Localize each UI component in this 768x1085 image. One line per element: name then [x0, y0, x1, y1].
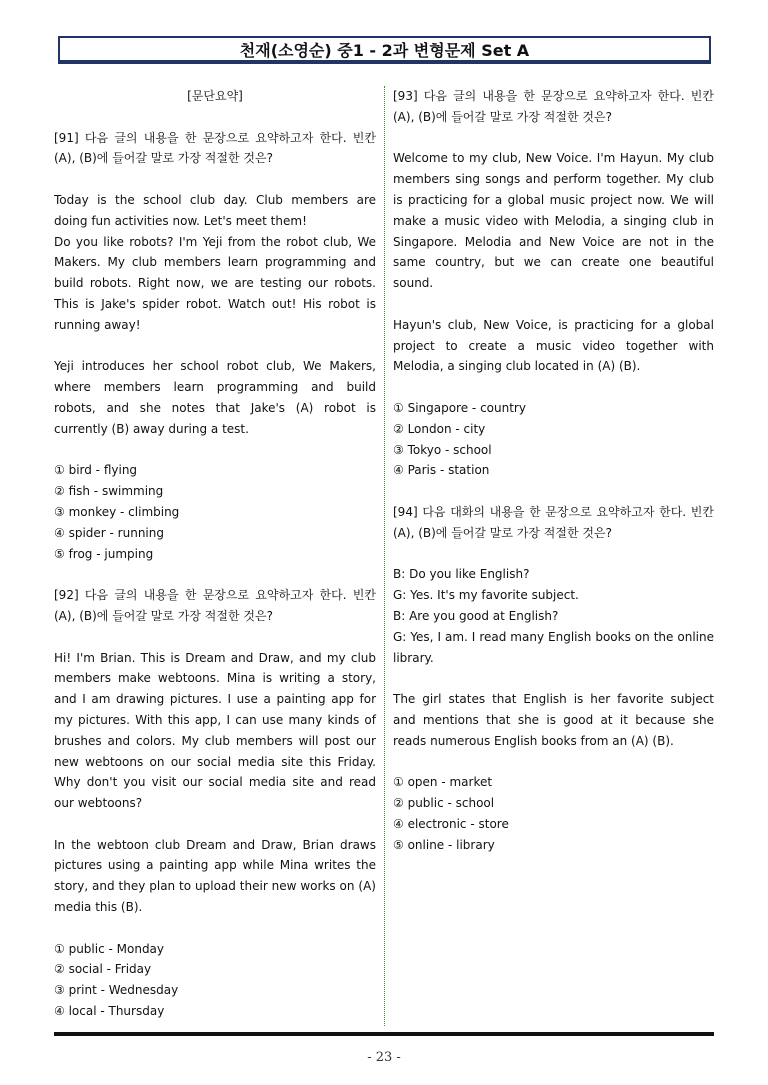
- q94-summary: The girl states that English is her favorite subject and mentions that she is good at it because she reads numerous English books from an (A) (B).: [393, 692, 714, 748]
- q92-passage: Hi! I'm Brian. This is Dream and Draw, and my club members make webtoons. Mina is writing a story, and I am drawing pictures. I use a painting app for my pictures. With this app, I can use many kinds of brushes and colors. My club members will post our new webtoons on our social media site this Friday. Why don't you visit our social media site and read our webtoons?: [54, 650, 376, 811]
- q92-summary: In the webtoon club Dream and Draw, Brian draws pictures using a painting app while Mina writes the story, and they plan to upload their new works on (A) media this (B).: [54, 837, 376, 915]
- q93-option: ④ Paris - station: [393, 463, 490, 478]
- q92-option: ③ print - Wednesday: [54, 983, 179, 998]
- q93-option: ② London - city: [393, 421, 486, 436]
- q93-stem: [93] 다음 글의 내용을 한 문장으로 요약하고자 한다. 빈칸 (A), (B)에 들어갈 말로 가장 적절한 것은?: [393, 89, 714, 124]
- left-column: [54, 86, 376, 1022]
- q93-summary: Hayun's club, New Voice, is practicing for a global project to create a music video together with Melodia, a singing club located in (A) (B).: [393, 317, 714, 374]
- right-column: [393, 86, 714, 855]
- q94-option: ① open - market: [393, 775, 493, 790]
- q94-dialogue-line: B: Are you good at English?: [393, 608, 559, 623]
- q91-option: ③ monkey - climbing: [54, 504, 180, 519]
- q91-passage: Do you like robots? I'm Yeji from the robot club, We Makers. My club members learn programming and build robots. Right now, we are testing our robots. This is Jake's spider robot. Watch out! His robot is running away!: [54, 234, 376, 332]
- page-number: - 23 -: [367, 1050, 401, 1065]
- section-label: [문단요약]: [187, 89, 243, 103]
- q91-summary: Yeji introduces her school robot club, We Makers, where members learn programming and build robots, and she notes that Jake's (A) robot is currently (B) away during a test.: [54, 359, 376, 436]
- q93-option: ③ Tokyo - school: [393, 442, 492, 457]
- q91-option: ⑤ frog - jumping: [54, 546, 154, 561]
- q91-option: ② fish - swimming: [54, 484, 164, 499]
- q94-stem: [94] 다음 대화의 내용을 한 문장으로 요약하고자 한다. 빈칸 (A), (B)에 들어갈 말로 가장 적절한 것은?: [393, 504, 714, 540]
- q94-option: ④ electronic - store: [393, 816, 509, 831]
- q92-option: ① public - Monday: [54, 941, 165, 956]
- q94-dialogue-line: G: Yes. It's my favorite subject.: [393, 588, 579, 603]
- bottom-rule: [54, 1032, 714, 1036]
- q93-passage: Welcome to my club, New Voice. I'm Hayun. My club members sing songs and perform together. My club is practicing for a global music project now. We will make a music video with Melodia, a singing club in Singapore. Melodia and New Voice are not in the same country, but we can create one beautiful sound.: [393, 151, 714, 291]
- page-title: [58, 36, 711, 64]
- q91-option: ① bird - flying: [54, 463, 138, 478]
- q92-stem: [92] 다음 글의 내용을 한 문장으로 요약하고자 한다. 빈칸 (A), (B)에 들어갈 말로 가장 적절한 것은?: [54, 588, 376, 623]
- q94-option: ② public - school: [393, 796, 495, 811]
- q91-stem: [91] 다음 글의 내용을 한 문장으로 요약하고자 한다. 빈칸 (A), (B)에 들어갈 말로 가장 적절한 것은?: [54, 130, 376, 166]
- q94-dialogue-line: G: Yes, I am. I read many English books on the online library.: [393, 629, 714, 665]
- q91-option: ④ spider - running: [54, 525, 164, 540]
- column-divider: [384, 86, 385, 1026]
- q93-option: ① Singapore - country: [393, 400, 526, 415]
- q92-option: ② social - Friday: [54, 962, 152, 977]
- q94-dialogue-line: B: Do you like English?: [393, 567, 530, 582]
- page-title-text: 천재(소영순) 중1 - 2과 변형문제 Set A: [239, 40, 530, 60]
- q92-option: ④ local - Thursday: [54, 1004, 165, 1019]
- q91-passage-intro: Today is the school club day. Club members are doing fun activities now. Let's meet them!: [54, 192, 376, 228]
- q94-option: ⑤ online - library: [393, 837, 495, 852]
